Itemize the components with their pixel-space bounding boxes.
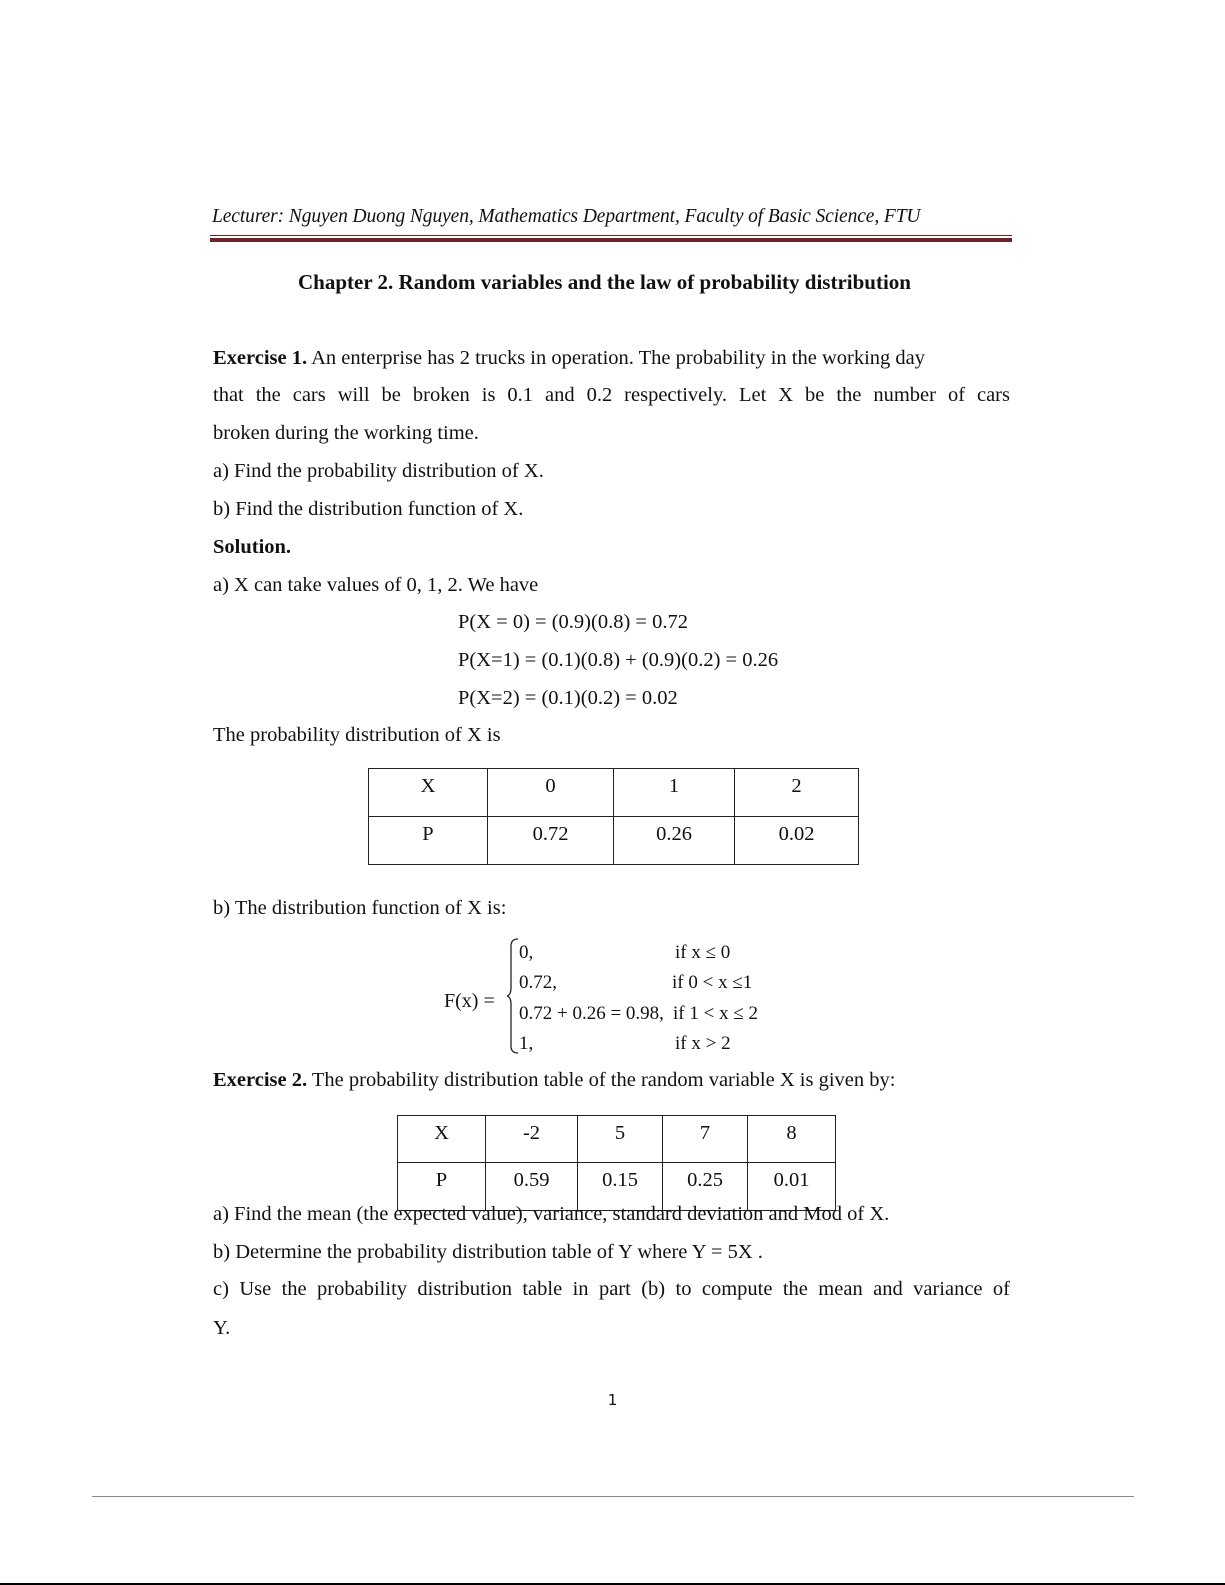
exercise1-distribution-table xyxy=(368,768,859,865)
table-cell: 0.25 xyxy=(663,1163,748,1211)
equation-p0: P(X = 0) = (0.9)(0.8) = 0.72 xyxy=(458,611,688,633)
lecturer-header: Lecturer: Nguyen Duong Nguyen, Mathematics Department, Faculty of Basic Science, FTU xyxy=(212,206,921,227)
table-cell: X xyxy=(398,1116,486,1163)
table-row-x xyxy=(398,1116,836,1163)
page-number: 1 xyxy=(607,1391,618,1409)
table-cell: 0 xyxy=(488,769,614,817)
exercise2-part-a: a) Find the mean (the expected value), variance, standard deviation and Mod of X. xyxy=(213,1203,890,1225)
table-cell: 5 xyxy=(578,1116,663,1163)
equation-p2: P(X=2) = (0.1)(0.2) = 0.02 xyxy=(458,687,678,709)
table-cell: 0.72 xyxy=(488,817,614,865)
table-cell: 0.01 xyxy=(748,1163,836,1211)
cdf-piece-condition: if x > 2 xyxy=(675,1033,731,1054)
table-cell: 1 xyxy=(614,769,735,817)
table-cell: X xyxy=(369,769,488,817)
header-rule-thin xyxy=(210,235,1012,236)
exercise1-text-line1: An enterprise has 2 trucks in operation. The probability in the working day xyxy=(307,347,926,369)
exercise1-statement xyxy=(213,339,1010,377)
exercise2-text: The probability distribution table of the random variable X is given by: xyxy=(307,1069,896,1091)
table-cell: 0.59 xyxy=(486,1163,578,1211)
table-cell: -2 xyxy=(486,1116,578,1163)
table-cell: 0.15 xyxy=(578,1163,663,1211)
exercise1-part-b: b) Find the distribution function of X. xyxy=(213,498,524,520)
cdf-piece-value: 0.72, xyxy=(519,972,557,993)
cdf-piece-condition: if x ≤ 0 xyxy=(675,942,731,963)
table-cell: 7 xyxy=(663,1116,748,1163)
cdf-piece-value: 0, xyxy=(519,942,534,963)
cdf-piece-value: 1, xyxy=(519,1033,534,1054)
cdf-piece-condition: if 1 < x ≤ 2 xyxy=(673,1003,758,1024)
solution-label: Solution. xyxy=(213,536,292,558)
exercise1-part-a: a) Find the probability distribution of X. xyxy=(213,460,544,482)
exercise2-statement xyxy=(213,1069,895,1092)
chapter-title xyxy=(0,270,1225,295)
equation-p1: P(X=1) = (0.1)(0.8) + (0.9)(0.2) = 0.26 xyxy=(458,649,779,671)
header-rule-thick xyxy=(210,238,1012,242)
exercise2-distribution-table xyxy=(397,1115,836,1211)
table-cell: 0.02 xyxy=(735,817,859,865)
cdf-piece-condition: if 0 < x ≤1 xyxy=(672,972,753,993)
table-cell: 2 xyxy=(735,769,859,817)
table-cell: 0.26 xyxy=(614,817,735,865)
page-separator xyxy=(92,1496,1134,1497)
table-cell: 8 xyxy=(748,1116,836,1163)
exercise1-text-line3: broken during the working time. xyxy=(213,422,479,444)
exercise2-label: Exercise 2. xyxy=(213,1069,308,1091)
table-cell: P xyxy=(369,817,488,865)
table-row-p xyxy=(369,817,859,865)
exercise2-part-c-line2: Y. xyxy=(213,1317,231,1339)
chapter-title-text: Chapter 2. Random variables and the law of probability distribution xyxy=(298,270,911,294)
exercise2-part-b: b) Determine the probability distribution table of Y where Y = 5X . xyxy=(213,1241,763,1263)
exercise1-label: Exercise 1. xyxy=(213,347,308,369)
cdf-piece-value: 0.72 + 0.26 = 0.98, xyxy=(519,1003,664,1024)
left-brace-icon xyxy=(507,938,519,1054)
solution-b-intro: b) The distribution function of X is: xyxy=(213,897,507,919)
solution-a-intro: a) X can take values of 0, 1, 2. We have xyxy=(213,574,539,596)
table-row-x xyxy=(369,769,859,817)
cdf-label: F(x) = xyxy=(444,990,495,1012)
exercise1-text-line2: that the cars will be broken is 0.1 and 0.2 respectively. Let X be the number of cars xyxy=(213,384,1010,406)
distribution-intro: The probability distribution of X is xyxy=(213,724,501,746)
table-cell: P xyxy=(398,1163,486,1211)
exercise2-part-c-line1: c) Use the probability distribution table in part (b) to compute the mean and variance of xyxy=(213,1278,1010,1300)
